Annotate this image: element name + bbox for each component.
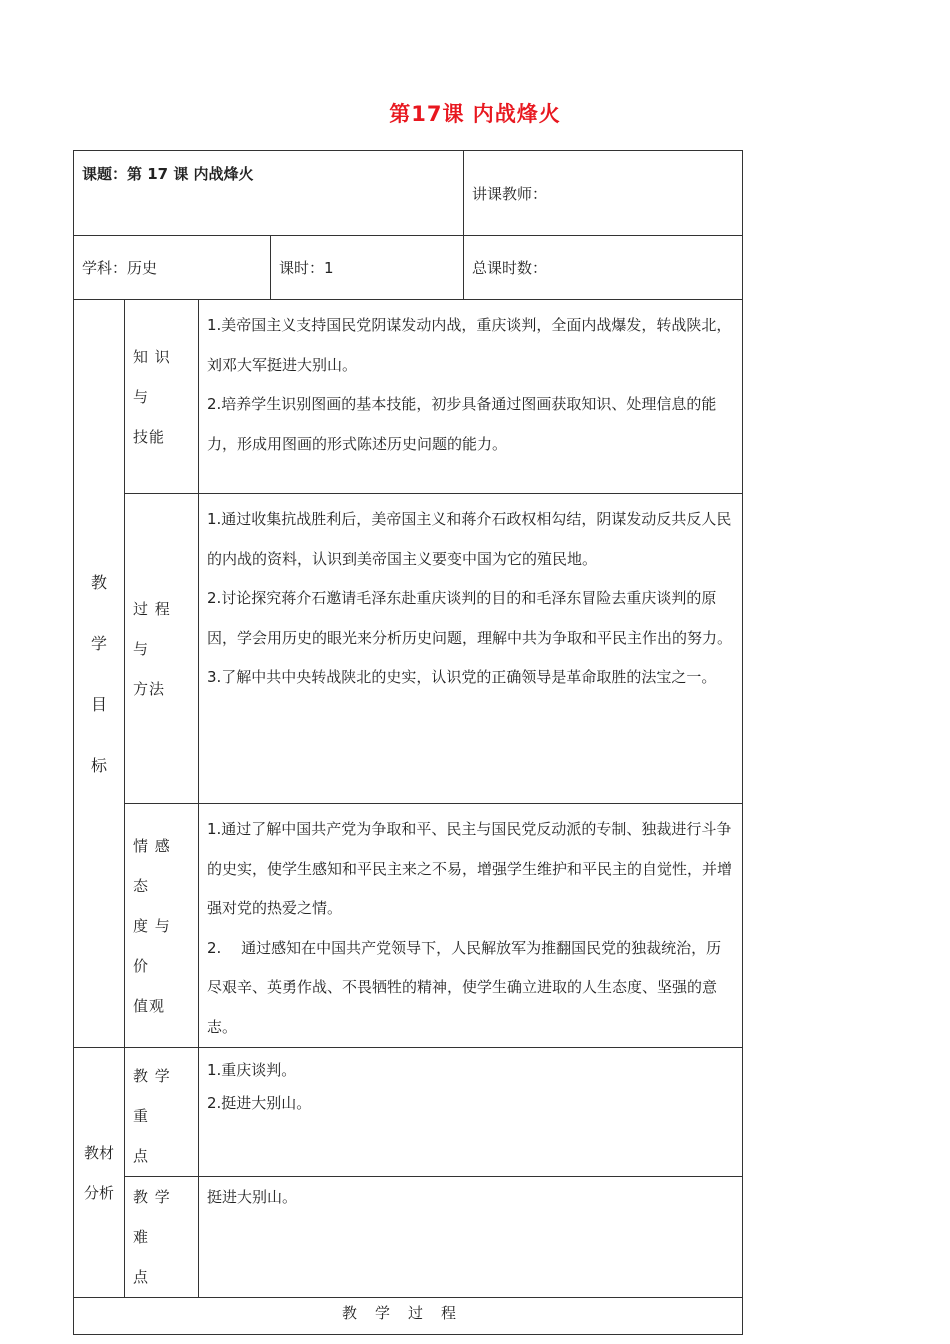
knowledge-content <box>199 300 743 494</box>
header-row-1 <box>74 151 743 236</box>
emotion-item: 1.通过了解中国共产党为争取和平、民主与国民党反动派的专制、独裁进行斗争的史实，使学生感知和平民主来之不易，增强学生维护和平民主的自觉性，并增强对党的热爱之情。 <box>207 820 733 917</box>
total-hours-label: 总课时数： <box>472 259 548 277</box>
key-point-item: 2.挺进大别山。 <box>207 1094 312 1112</box>
emotion-content <box>199 804 743 1048</box>
objective-row-emotion <box>74 804 743 1048</box>
objectives-label: 教 学 目 标 <box>74 300 125 1048</box>
key-point-item: 1.重庆谈判。 <box>207 1061 297 1079</box>
material-row-difficult <box>74 1177 743 1298</box>
difficulties-content <box>199 1177 743 1298</box>
lesson-plan-table <box>73 150 743 1335</box>
process-header: 教学过程 <box>74 1298 743 1335</box>
emotion-label: 情 感 态 度 与 价 值观 <box>125 804 199 1048</box>
process-item: 2.讨论探究蒋介石邀请毛泽东赴重庆谈判的目的和毛泽东冒险去重庆谈判的原因，学会用历史的眼光来分析历史问题，理解中共为争取和平民主作出的努力。 <box>207 589 733 647</box>
emotion-item: 2. 通过感知在中国共产党领导下，人民解放军为推翻国民党的独裁统治，历尽艰辛、英勇作战、不畏牺牲的精神，使学生确立进取的人生态度、坚强的意志。 <box>207 938 722 1036</box>
key-points-label: 教 学 重 点 <box>125 1048 199 1177</box>
materials-label: 教材 分析 <box>74 1048 125 1298</box>
difficulty-item: 挺进大别山。 <box>207 1188 298 1206</box>
material-row-key <box>74 1048 743 1177</box>
key-points-content <box>199 1048 743 1177</box>
subject-label: 学科：历史 <box>82 259 158 277</box>
lesson-label: 课题：第 17 课 内战烽火 <box>82 165 254 183</box>
process-item: 1.通过收集抗战胜利后，美帝国主义和蒋介石政权相勾结，阴谋发动反共反人民的内战的资料，认识到美帝国主义要变中国为它的殖民地。 <box>207 510 732 568</box>
difficulties-label: 教 学 难 点 <box>125 1177 199 1298</box>
knowledge-label: 知 识 与 技能 <box>125 300 199 494</box>
process-item: 3.了解中共中央转战陕北的史实，认识党的正确领导是革命取胜的法宝之一。 <box>207 668 717 686</box>
header-row-2 <box>74 236 743 300</box>
teacher-label: 讲课教师： <box>472 184 548 203</box>
process-header-row <box>74 1298 743 1335</box>
process-label: 过 程 与 方法 <box>125 494 199 804</box>
process-content <box>199 494 743 804</box>
hours-label: 课时：1 <box>279 259 334 277</box>
objective-row-knowledge <box>74 300 743 494</box>
knowledge-item: 1.美帝国主义支持国民党阴谋发动内战，重庆谈判，全面内战爆发，转战陕北，刘邓大军挺进大别山。 <box>207 316 732 374</box>
page-title: 第17课 内战烽火 <box>389 102 561 126</box>
knowledge-item: 2.培养学生识别图画的基本技能，初步具备通过图画获取知识、处理信息的能力，形成用图画的形式陈述历史问题的能力。 <box>207 395 717 453</box>
objective-row-process <box>74 494 743 804</box>
